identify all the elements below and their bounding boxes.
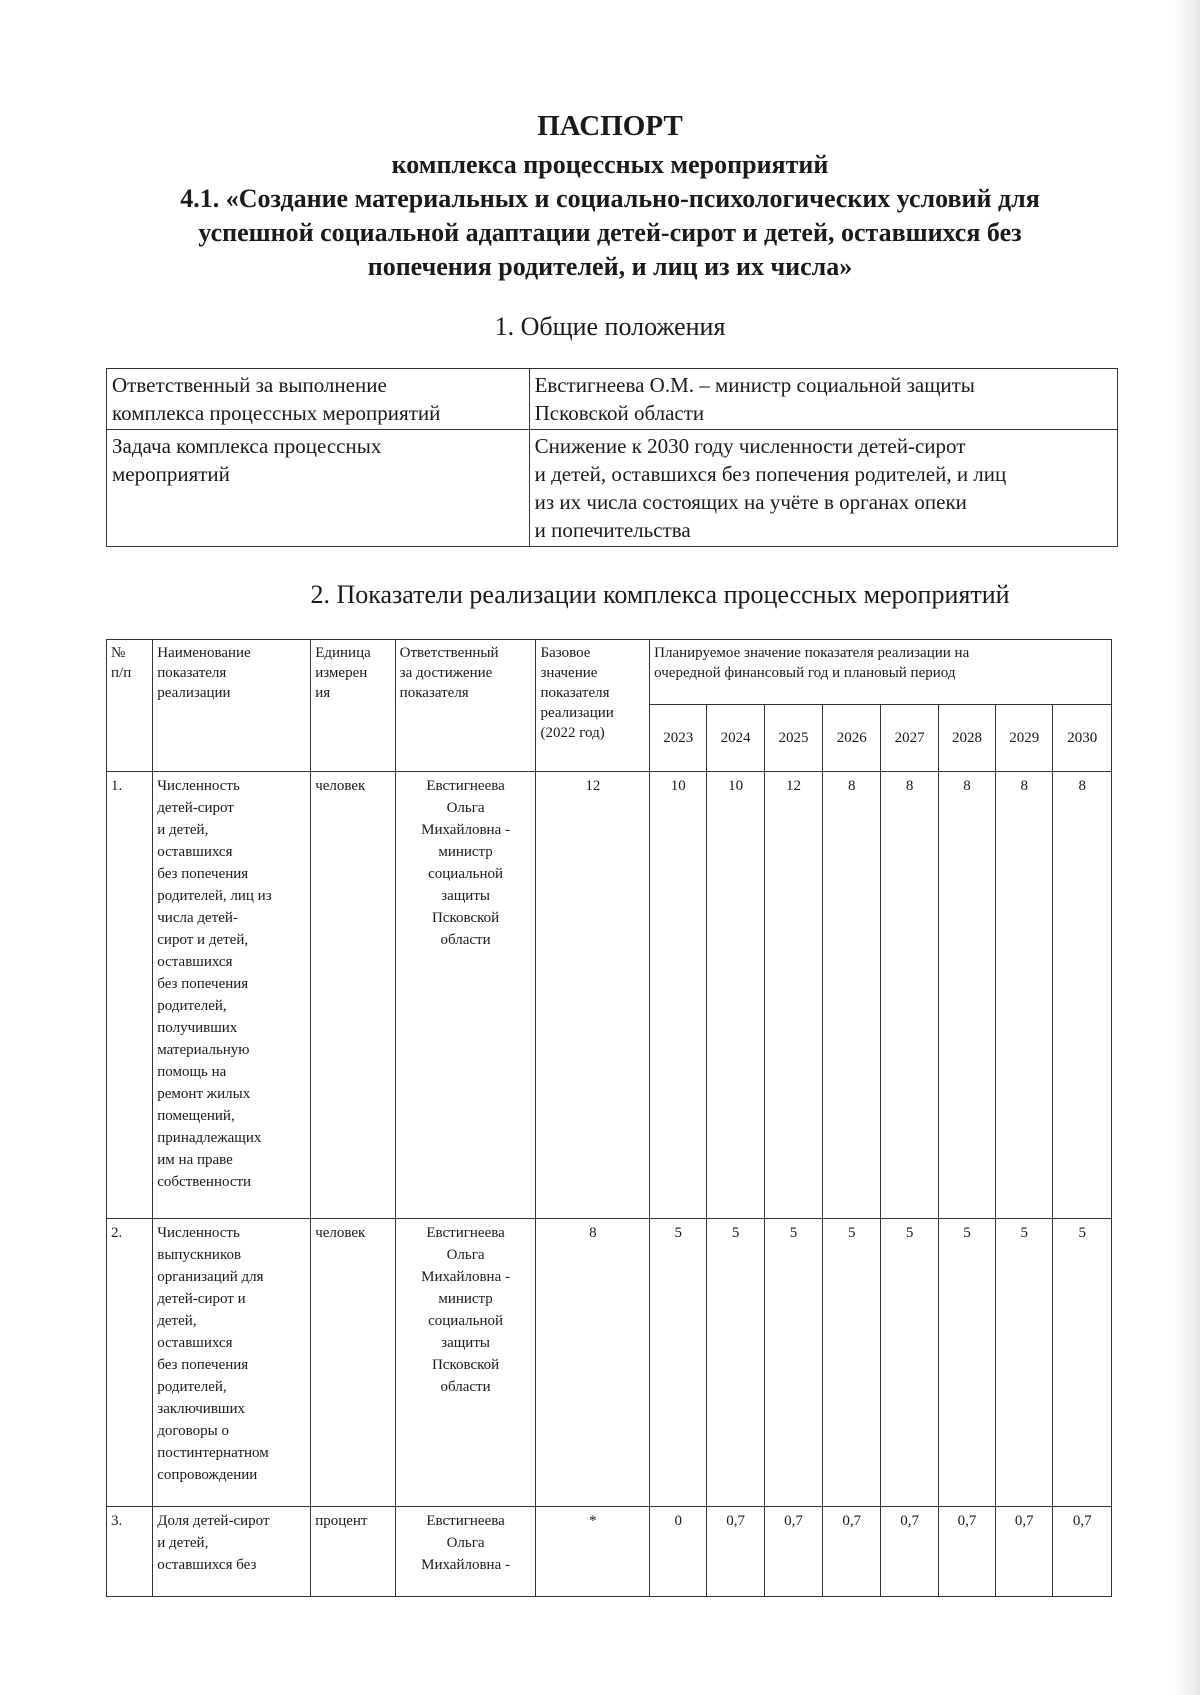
table-row: [107, 1219, 1112, 1507]
general-row: [107, 369, 1118, 430]
row-responsible: Евстигнеева Ольга Михайловна -: [395, 1507, 536, 1597]
section1-heading: 1. Общие положения: [494, 312, 726, 341]
row-year-value: 8: [1053, 772, 1112, 1219]
row-year-value: 5: [996, 1219, 1053, 1507]
row-year-value: 5: [1053, 1219, 1112, 1507]
general-value: Евстигнеева О.М. – министр социальной защиты Псковской области: [529, 369, 1117, 430]
title-name-line: успешной социальной адаптации детей-сирот и детей, оставшихся без: [198, 218, 1022, 247]
header-unit: Единица измерен ия: [311, 640, 395, 772]
general-provisions-table: [106, 368, 1118, 547]
row-year-value: 10: [707, 772, 764, 1219]
row-num: 2.: [107, 1219, 153, 1507]
row-year-value: 5: [764, 1219, 822, 1507]
header-base-value: Базовое значение показателя реализации (2022 год): [536, 640, 650, 772]
general-row: [107, 430, 1118, 547]
row-year-value: 5: [938, 1219, 995, 1507]
row-year-value: 8: [938, 772, 995, 1219]
section2-heading: 2. Показатели реализации комплекса процессных мероприятий: [310, 580, 1010, 609]
document-title: [100, 108, 1120, 284]
row-year-value: 0,7: [881, 1507, 938, 1597]
header-responsible: Ответственный за достижение показателя: [395, 640, 536, 772]
general-value: Снижение к 2030 году численности детей-сирот и детей, оставшихся без попечения родителей, и лиц из их числа состоящих на учёте в органах опеки и попечительства: [529, 430, 1117, 547]
header-planned: Планируемое значение показателя реализации на очередной финансовый год и плановый период: [650, 640, 1112, 705]
year-header: 2027: [881, 705, 938, 772]
row-base-value: 12: [536, 772, 650, 1219]
row-name: Численность выпускников организаций для детей-сирот и детей, оставшихся без попечения родителей, заключивших договоры о постинтернатном сопровождении: [153, 1219, 311, 1507]
year-header: 2029: [996, 705, 1053, 772]
row-year-value: 5: [650, 1219, 707, 1507]
row-year-value: 0: [650, 1507, 707, 1597]
row-year-value: 0,7: [938, 1507, 995, 1597]
general-label: Задача комплекса процессных мероприятий: [107, 430, 530, 547]
row-num: 3.: [107, 1507, 153, 1597]
general-label: Ответственный за выполнение комплекса процессных мероприятий: [107, 369, 530, 430]
row-year-value: 0,7: [764, 1507, 822, 1597]
row-unit: человек: [311, 772, 395, 1219]
year-header: 2023: [650, 705, 707, 772]
table-row: [107, 772, 1112, 1219]
row-num: 1.: [107, 772, 153, 1219]
row-unit: человек: [311, 1219, 395, 1507]
scan-page-edge: [1174, 0, 1200, 1695]
table-row: [107, 1507, 1112, 1597]
title-name-line: 4.1. «Создание материальных и социально-психологических условий для: [180, 184, 1040, 213]
row-name: Доля детей-сирот и детей, оставшихся без: [153, 1507, 311, 1597]
row-year-value: 8: [881, 772, 938, 1219]
indicators-table: [106, 639, 1112, 1597]
row-year-value: 0,7: [996, 1507, 1053, 1597]
row-year-value: 5: [823, 1219, 881, 1507]
row-name: Численность детей-сирот и детей, оставшихся без попечения родителей, лиц из числа детей- сирот и детей, оставшихся без попечения родителей, получивших материальную помощь на ремонт жилых помещений, принадлежащих им на праве собственности: [153, 772, 311, 1219]
title-passport: ПАСПОРТ: [537, 110, 683, 142]
title-complex: комплекса процессных мероприятий: [391, 150, 829, 179]
row-base-value: *: [536, 1507, 650, 1597]
row-year-value: 0,7: [1053, 1507, 1112, 1597]
row-year-value: 8: [996, 772, 1053, 1219]
row-year-value: 8: [823, 772, 881, 1219]
title-name-line: попечения родителей, и лиц из их числа»: [367, 252, 853, 281]
row-year-value: 12: [764, 772, 822, 1219]
header-name: Наименование показателя реализации: [153, 640, 311, 772]
row-responsible: Евстигнеева Ольга Михайловна - министр социальной защиты Псковской области: [395, 772, 536, 1219]
year-header: 2028: [938, 705, 995, 772]
header-row: [107, 640, 1112, 705]
year-header: 2025: [764, 705, 822, 772]
row-unit: процент: [311, 1507, 395, 1597]
year-header: 2030: [1053, 705, 1112, 772]
row-year-value: 5: [707, 1219, 764, 1507]
year-header: 2024: [707, 705, 764, 772]
year-header: 2026: [823, 705, 881, 772]
row-year-value: 5: [881, 1219, 938, 1507]
header-num: № п/п: [107, 640, 153, 772]
row-year-value: 10: [650, 772, 707, 1219]
row-responsible: Евстигнеева Ольга Михайловна - министр социальной защиты Псковской области: [395, 1219, 536, 1507]
row-year-value: 0,7: [707, 1507, 764, 1597]
row-base-value: 8: [536, 1219, 650, 1507]
row-year-value: 0,7: [823, 1507, 881, 1597]
